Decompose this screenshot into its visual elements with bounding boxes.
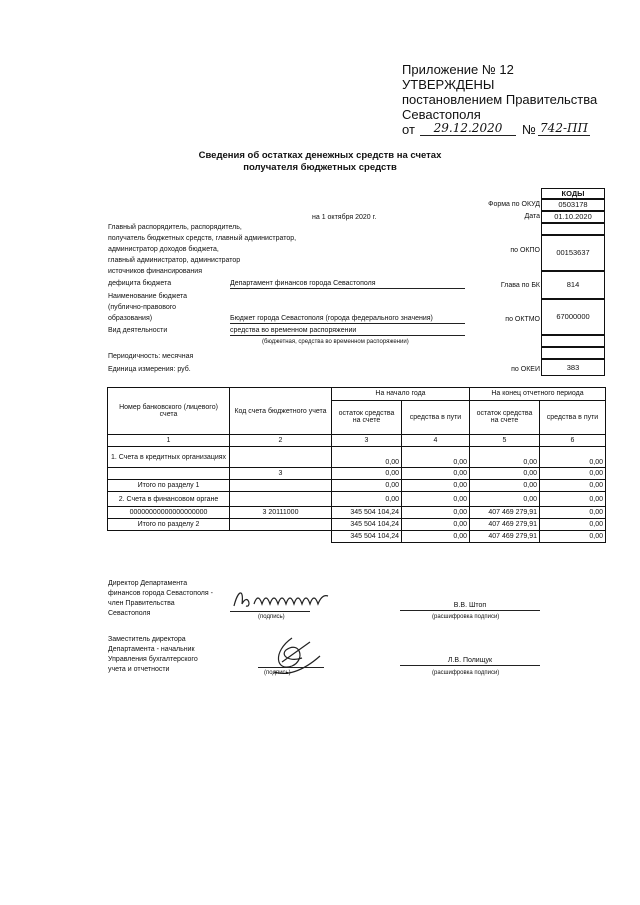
manager-label-2: получатель бюджетных средств, главный администратор, <box>108 235 297 242</box>
cell-code <box>230 531 332 543</box>
deputy-title-2: Департамента - начальник <box>108 646 195 653</box>
doc-title-line-1: Сведения об остатках денежных средств на счетах <box>198 150 442 161</box>
cell-transit-end: 0,00 <box>540 480 606 492</box>
deputy-title-1: Заместитель директора <box>108 636 186 643</box>
oktmo-label: по ОКТМО <box>505 316 540 323</box>
cell-code <box>230 480 332 492</box>
cell-transit-start: 0,00 <box>402 531 470 543</box>
cell-balance-end: 0,00 <box>470 468 540 480</box>
cell-balance-start: 0,00 <box>332 447 402 468</box>
cell-code <box>230 492 332 507</box>
cell-balance-start: 0,00 <box>332 492 402 507</box>
budget-label-1: Наименование бюджета <box>108 293 188 300</box>
cell-transit-start: 0,00 <box>402 480 470 492</box>
date-label: Дата <box>524 213 540 220</box>
director-signature-hint: (подпись) <box>258 614 285 620</box>
report-date-code: 01.10.2020 <box>541 211 605 223</box>
activity-label: Вид деятельности <box>108 327 168 334</box>
col-header-transit-end: средства в пути <box>540 400 606 434</box>
manager-value: Департамент финансов города Севастополя <box>230 280 465 289</box>
table-row <box>108 480 606 492</box>
cell-code <box>230 447 332 468</box>
col-number: 6 <box>540 435 606 447</box>
doc-title-line-2: получателя бюджетных средств <box>243 162 397 173</box>
director-title-4: Севастополя <box>108 610 151 617</box>
table-row <box>108 468 606 480</box>
table-row <box>108 519 606 531</box>
activity-hint: (бюджетная, средства во временном распоряжении) <box>262 339 409 345</box>
code-cell-empty <box>541 335 605 347</box>
col-header-code: Код счета бюджетного учета <box>230 388 332 435</box>
cell-account: Итого по разделу 2 <box>108 519 230 531</box>
bk-code: 814 <box>541 271 605 299</box>
director-title-1: Директор Департамента <box>108 580 188 587</box>
table-row <box>108 507 606 519</box>
okei-label: по ОКЕИ <box>511 366 540 373</box>
activity-value: средства во временном распоряжении <box>230 327 465 336</box>
table-row <box>108 447 606 468</box>
cell-account: 00000000000000000000 <box>108 507 230 519</box>
cell-transit-end: 0,00 <box>540 492 606 507</box>
director-signature <box>230 584 360 614</box>
col-number: 2 <box>230 435 332 447</box>
bk-label: Глава по БК <box>500 282 540 289</box>
decree-line-1: постановлением Правительства <box>402 92 598 107</box>
cell-balance-end: 407 469 279,91 <box>470 519 540 531</box>
table-row <box>108 492 606 507</box>
cell-account <box>108 531 230 543</box>
periodicity: Периодичность: месячная <box>108 353 194 360</box>
director-name: В.В. Штоп <box>400 602 540 611</box>
deputy-signature-line <box>258 667 324 668</box>
budget-label-3: образования) <box>108 315 153 322</box>
cell-balance-start: 0,00 <box>332 468 402 480</box>
cell-code <box>230 519 332 531</box>
date-prefix: от <box>402 122 415 137</box>
cell-transit-end: 0,00 <box>540 468 606 480</box>
cell-balance-start: 345 504 104,24 <box>332 519 402 531</box>
cell-transit-end: 0,00 <box>540 519 606 531</box>
okpo-code: 00153637 <box>541 235 605 271</box>
deputy-title-4: учета и отчетности <box>108 666 170 673</box>
manager-label-6: дефицита бюджета <box>108 280 172 287</box>
cell-balance-start: 0,00 <box>332 480 402 492</box>
director-signature-line <box>230 611 310 612</box>
okei-code: 383 <box>541 359 605 376</box>
cell-code: 3 <box>230 468 332 480</box>
cell-transit-start: 0,00 <box>402 468 470 480</box>
okpo-label: по ОКПО <box>510 247 540 254</box>
col-number: 1 <box>108 435 230 447</box>
cell-transit-start: 0,00 <box>402 492 470 507</box>
cell-balance-start: 345 504 104,24 <box>332 531 402 543</box>
deputy-title-3: Управления бухгалтерского <box>108 656 198 663</box>
col-header-balance-start: остаток средства на счете <box>332 400 402 434</box>
number-prefix: № <box>522 122 536 137</box>
cell-transit-end: 0,00 <box>540 531 606 543</box>
decree-date: 29.12.2020 <box>420 121 516 136</box>
manager-label-5: источников финансирования <box>108 268 202 275</box>
manager-label-3: администратор доходов бюджета, <box>108 246 219 253</box>
col-header-balance-end: остаток средства на счете <box>470 400 540 434</box>
table-row-total <box>108 531 606 543</box>
cell-account: 2. Счета в финансовом органе <box>108 492 230 507</box>
director-title-3: член Правительства <box>108 600 175 607</box>
col-number: 4 <box>402 435 470 447</box>
oktmo-code: 67000000 <box>541 299 605 335</box>
deputy-name-hint: (расшифровка подписи) <box>432 670 500 676</box>
col-header-account: Номер банковского (лицевого) счета <box>108 388 230 435</box>
cell-transit-start: 0,00 <box>402 507 470 519</box>
unit-of-measure: Единица измерения: руб. <box>108 366 191 373</box>
cell-transit-end: 0,00 <box>540 447 606 468</box>
col-header-start: На начало года <box>332 388 470 401</box>
manager-label-1: Главный распорядитель, распорядитель, <box>108 224 242 231</box>
director-name-hint: (расшифровка подписи) <box>432 614 500 620</box>
cell-code: 3 20111000 <box>230 507 332 519</box>
cell-balance-end: 0,00 <box>470 447 540 468</box>
col-number: 5 <box>470 435 540 447</box>
col-header-end: На конец отчетного периода <box>470 388 606 401</box>
code-cell-empty <box>541 347 605 359</box>
okud-label: Форма по ОКУД <box>488 201 540 208</box>
manager-label-4: главный администратор, администратор <box>108 257 241 264</box>
cell-account <box>108 468 230 480</box>
cell-balance-end: 0,00 <box>470 492 540 507</box>
balances-table <box>107 387 606 543</box>
cell-account: Итого по разделу 1 <box>108 480 230 492</box>
cell-balance-start: 345 504 104,24 <box>332 507 402 519</box>
as-of-date: на 1 октября 2020 г. <box>312 214 377 221</box>
deputy-name: Л.В. Полищук <box>400 657 540 666</box>
budget-value: Бюджет города Севастополя (города федерального значения) <box>230 315 465 324</box>
decree-line-2: Севастополя <box>402 107 481 122</box>
cell-transit-start: 0,00 <box>402 519 470 531</box>
codes-heading: КОДЫ <box>541 188 605 199</box>
approved-label: УТВЕРЖДЕНЫ <box>402 77 495 92</box>
cell-transit-start: 0,00 <box>402 447 470 468</box>
budget-label-2: (публично-правового <box>108 304 177 311</box>
cell-transit-end: 0,00 <box>540 507 606 519</box>
cell-balance-end: 0,00 <box>470 480 540 492</box>
decree-number: 742-ПП <box>538 121 590 136</box>
code-cell-empty <box>541 223 605 235</box>
cell-balance-end: 407 469 279,91 <box>470 531 540 543</box>
director-title-2: финансов города Севастополя - <box>108 590 213 597</box>
col-header-transit-start: средства в пути <box>402 400 470 434</box>
deputy-signature-hint: (подпись) <box>264 670 291 676</box>
col-number: 3 <box>332 435 402 447</box>
appendix-number: Приложение № 12 <box>402 62 514 77</box>
okud-code: 0503178 <box>541 199 605 211</box>
cell-balance-end: 407 469 279,91 <box>470 507 540 519</box>
cell-account: 1. Счета в кредитных организациях <box>108 447 230 468</box>
